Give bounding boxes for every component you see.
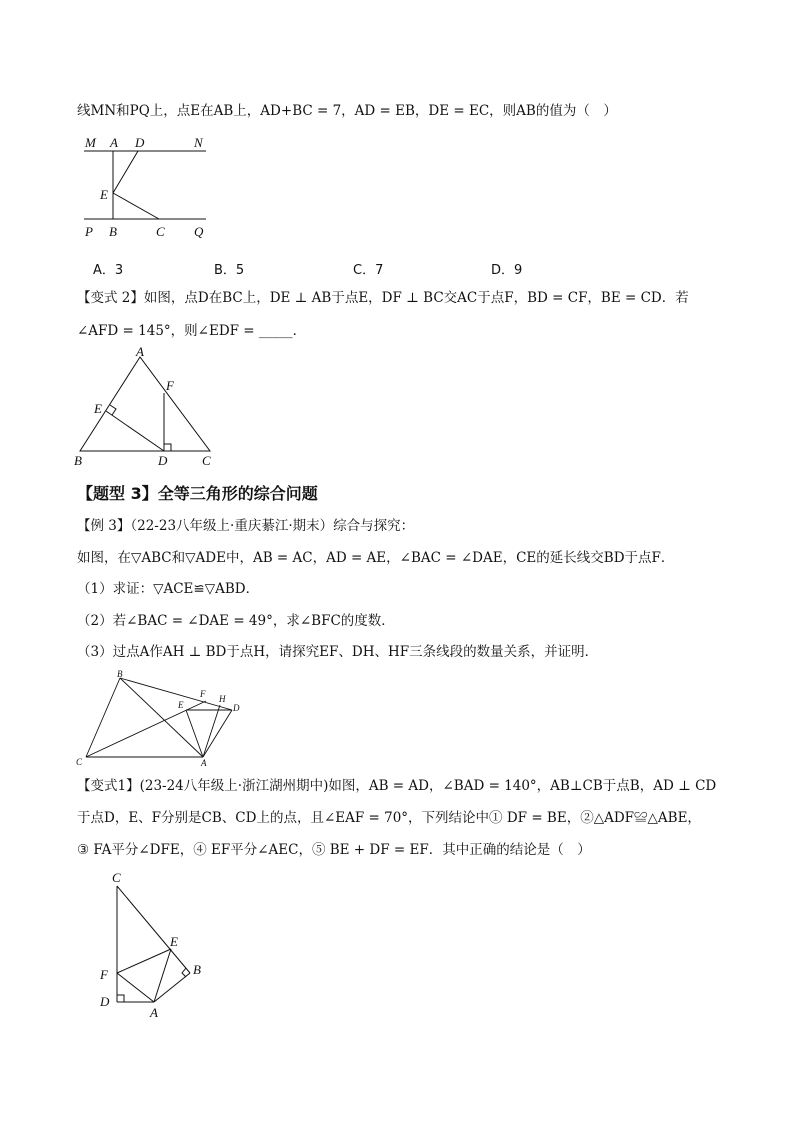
- figure-parallel-lines: [80, 130, 220, 249]
- label-D: D: [135, 135, 145, 150]
- label-B: B: [109, 224, 117, 239]
- label-A: A: [110, 135, 118, 150]
- variant2-line2: ∠AFD = 145°，则∠EDF = _____．: [77, 323, 307, 339]
- label-B: B: [74, 453, 82, 468]
- right-angle-D: [164, 444, 171, 451]
- label-Q: Q: [194, 224, 204, 239]
- segment-FE: [117, 949, 171, 973]
- example3-line4: （2）若∠BAC = ∠DAE = 49°，求∠BFC的度数．: [77, 613, 395, 629]
- label-B: B: [117, 669, 123, 679]
- variant1-line1: 【变式1】(23-24八年级上·浙江湖州期中)如图，AB = AD，∠BAD = 140°，AB⊥CB于点B，AD ⊥ CD: [77, 778, 717, 794]
- segment-AH: [203, 705, 220, 757]
- figure-quadrilateral: [90, 866, 220, 1025]
- segment-EA: [186, 710, 203, 757]
- segment-DE: [106, 411, 164, 451]
- section-heading: 【题型 3】全等三角形的综合问题: [77, 484, 318, 503]
- option-a[interactable]: A．3: [93, 263, 124, 278]
- right-angle-D: [117, 995, 124, 1002]
- right-angle-B: [182, 968, 186, 977]
- segment-FA: [117, 973, 154, 1002]
- segment-ED: [113, 151, 138, 193]
- label-A: A: [201, 758, 207, 768]
- label-E: E: [94, 401, 102, 416]
- label-C: C: [112, 870, 121, 885]
- variant1-line3: ③ FA平分∠DFE，④ EF平分∠AEC，⑤ BE + DF = EF．其中正确的结论是（ ）: [77, 842, 591, 858]
- segment-CF: [86, 701, 206, 757]
- label-E: E: [178, 700, 184, 710]
- label-F: F: [166, 378, 174, 393]
- figure-triangle-abc: [70, 345, 230, 474]
- label-C: C: [202, 453, 211, 468]
- segment-EA: [154, 949, 171, 1002]
- label-H: H: [219, 694, 226, 704]
- label-B: B: [193, 962, 201, 977]
- label-F: F: [200, 689, 206, 699]
- label-D: D: [233, 703, 240, 713]
- label-A: A: [136, 345, 144, 359]
- label-E: E: [170, 934, 178, 949]
- label-N: N: [194, 135, 203, 150]
- label-E: E: [100, 187, 108, 202]
- label-A: A: [150, 1005, 158, 1020]
- segment-DA: [203, 710, 232, 757]
- segment-EC: [113, 193, 159, 219]
- label-D: D: [100, 994, 110, 1009]
- example3-line1: 【例 3】（22-23八年级上·重庆綦江·期末）综合与探究：: [77, 518, 415, 534]
- segment-AB: [154, 973, 190, 1002]
- example3-line3: （1）求证：▽ACE≌▽ABD．: [77, 581, 260, 597]
- segment-BC: [86, 678, 120, 757]
- option-d[interactable]: D．9: [491, 263, 523, 278]
- label-M: M: [85, 135, 96, 150]
- option-c[interactable]: C．7: [353, 263, 384, 278]
- variant1-line2: 于点D，E、F分别是CB、CD上的点，且∠EAF = 70°，下列结论中① DF = BE，②△ADF≌△ABE，: [77, 810, 701, 826]
- example3-line2: 如图，在▽ABC和▽ADE中，AB = AC，AD = AE，∠BAC = ∠DAE，CE的延长线交BD于点F．: [77, 550, 675, 566]
- label-C: C: [156, 224, 165, 239]
- example3-line5: （3）过点A作AH ⊥ BD于点H，请探究EF、DH、HF三条线段的数量关系，并证明．: [77, 644, 599, 660]
- label-C: C: [76, 757, 83, 767]
- variant2-line1: 【变式 2】如图，点D在BC上，DE ⊥ AB于点E，DF ⊥ BC交AC于点F，BD = CF，BE = CD．若: [77, 290, 689, 306]
- label-D: D: [158, 453, 168, 468]
- label-P: P: [85, 224, 93, 239]
- segment-CB: [117, 886, 190, 973]
- label-F: F: [100, 967, 108, 982]
- problem-intro: 线MN和PQ上，点E在AB上，AD+BC = 7，AD = EB，DE = EC，则AB的值为（ ）: [77, 103, 617, 119]
- figure-two-triangles: [74, 668, 249, 772]
- option-b[interactable]: B．5: [214, 263, 245, 278]
- right-angle-E: [110, 405, 116, 415]
